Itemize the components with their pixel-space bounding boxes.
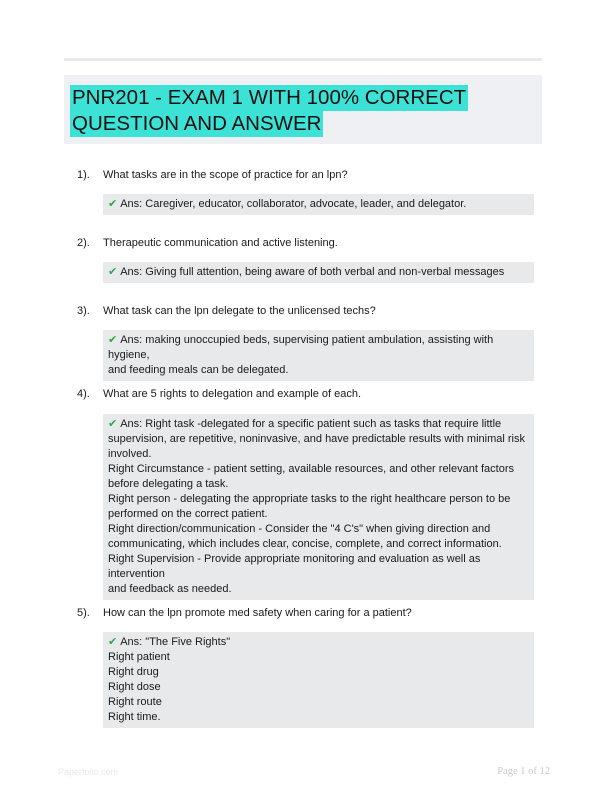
question-number: 5).: [77, 607, 90, 619]
answer-box-3: [103, 330, 534, 381]
question-text: Therapeutic communication and active listening.: [103, 237, 338, 249]
answer-line: Right person - delegating the appropriate tasks to the right healthcare person to be: [108, 493, 511, 505]
check-icon: ✔: [108, 266, 118, 278]
answer-line: Right drug: [108, 666, 159, 678]
page-number: Page 1 of 12: [497, 766, 550, 777]
answer-box-4: [103, 414, 534, 600]
document-title: [70, 85, 468, 137]
answer-line: ✔ Ans: "The Five Rights": [108, 636, 231, 648]
title-line-1: PNR201 - EXAM 1 WITH 100% CORRECT: [72, 86, 467, 109]
answer-box-2: [103, 262, 534, 283]
answer-line: ✔ Ans: Right task -delegated for a specific patient such as tasks that require little: [108, 418, 502, 430]
question-number: 3).: [77, 305, 90, 317]
answer-line: Right dose: [108, 681, 161, 693]
answer-line: Right Supervision - Provide appropriate monitoring and evaluation as well as intervention: [108, 553, 481, 580]
answer-box-1: [103, 194, 534, 215]
answer-line: supervision, are repetitive, noninvasive, and have predictable results with minimal risk: [108, 433, 525, 445]
answer-line: Right direction/communication - Consider the "4 C's" when giving direction and: [108, 523, 491, 535]
answer-line: Right route: [108, 696, 162, 708]
check-icon: ✔: [108, 418, 118, 430]
question-number: 2).: [77, 237, 90, 249]
answer-line: Right time.: [108, 711, 161, 723]
answer-box-5: [103, 632, 534, 728]
question-number: 1).: [77, 169, 90, 181]
footer-watermark: Paperfolio.com: [58, 767, 119, 777]
answer-line: Right Circumstance - patient setting, available resources, and other relevant factors: [108, 463, 514, 475]
answer-line: and feeding meals can be delegated.: [108, 364, 289, 376]
answer-line: before delegating a task.: [108, 478, 229, 490]
answer-line: involved.: [108, 448, 152, 460]
answer-line: Right patient: [108, 651, 170, 663]
title-line-2: QUESTION AND ANSWER: [72, 112, 322, 135]
check-icon: ✔: [108, 198, 118, 210]
answer-line: ✔ Ans: Giving full attention, being aware of both verbal and non-verbal messages: [108, 266, 505, 278]
answer-line: ✔ Ans: Caregiver, educator, collaborator, advocate, leader, and delegator.: [108, 198, 467, 210]
question-number: 4).: [77, 388, 90, 400]
check-icon: ✔: [108, 636, 118, 648]
question-text: What are 5 rights to delegation and example of each.: [103, 388, 362, 400]
answer-line: ✔ Ans: making unoccupied beds, supervising patient ambulation, assisting with hygiene,: [108, 334, 494, 361]
top-divider: [64, 58, 542, 61]
question-text: What task can the lpn delegate to the unlicensed techs?: [103, 305, 376, 317]
answer-line: and feedback as needed.: [108, 583, 232, 595]
question-text: What tasks are in the scope of practice for an lpn?: [103, 169, 348, 181]
check-icon: ✔: [108, 334, 118, 346]
answer-line: performed on the correct patient.: [108, 508, 268, 520]
question-text: How can the lpn promote med safety when caring for a patient?: [103, 607, 412, 619]
answer-line: communicating, which includes clear, concise, complete, and correct information.: [108, 538, 502, 550]
